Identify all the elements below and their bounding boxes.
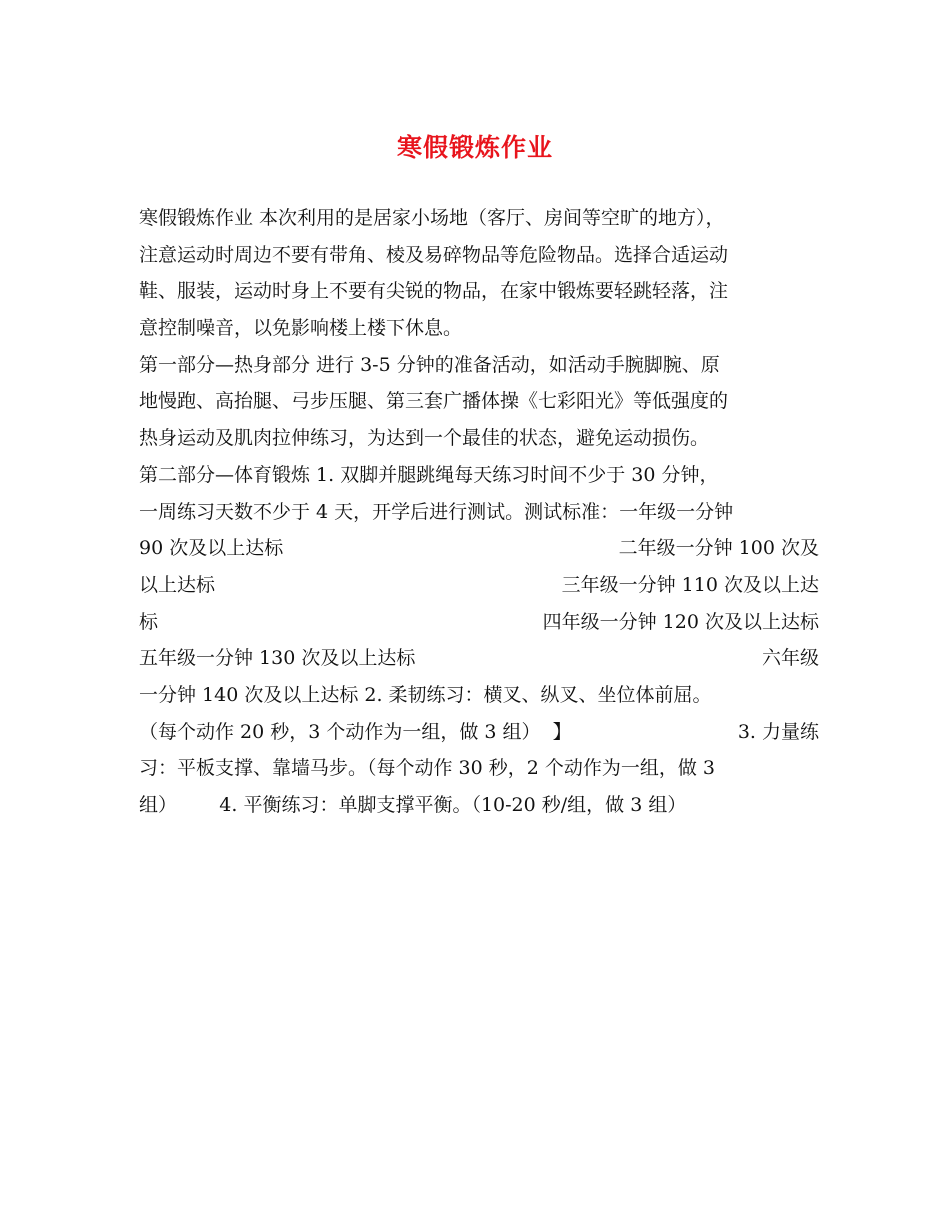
- text-line: [139, 714, 819, 751]
- text-segment: 意控制噪音，以免影响楼上楼下休息。: [139, 317, 463, 340]
- text-segment: （每个动作 20 秒，3 个动作为一组，做 3 组） 】: [139, 720, 572, 743]
- text-segment: 六年级: [761, 647, 819, 670]
- text-line: [139, 273, 819, 310]
- text-segment: 90 次及以上达标: [139, 537, 284, 560]
- text-segment: 一周练习天数不少于 4 天，开学后进行测试。测试标准：一年级一分钟: [139, 500, 734, 523]
- text-segment: 一分钟 140 次及以上达标 2. 柔韧练习：横叉、纵叉、坐位体前屈。: [139, 683, 712, 706]
- document-title: 寒假锻炼作业: [396, 133, 553, 162]
- text-line: [139, 604, 819, 641]
- text-line: [139, 494, 819, 531]
- text-segment: 以上达标: [139, 573, 216, 596]
- text-segment: 组） 4. 平衡练习：单脚支撑平衡。（10-20 秒/组，做 3 组）: [139, 794, 687, 816]
- text-line: [139, 383, 819, 420]
- text-segment: 注意运动时周边不要有带角、棱及易碎物品等危险物品。选择合适运动: [139, 243, 729, 266]
- text-line: [139, 420, 819, 457]
- text-segment: 第一部分—热身部分 进行 3-5 分钟的准备活动，如活动手腕脚腕、原: [139, 353, 720, 376]
- text-segment: 3. 力量练: [737, 720, 819, 743]
- text-segment: 寒假锻炼作业 本次利用的是居家小场地（客厅、房间等空旷的地方），: [139, 207, 725, 229]
- text-segment: 第二部分—体育锻炼 1. 双脚并腿跳绳每天练习时间不少于 30 分钟，: [139, 463, 719, 486]
- text-segment: 热身运动及肌肉拉伸练习，为达到一个最佳的状态，避免运动损伤。: [139, 427, 710, 450]
- text-segment: 鞋、服装，运动时身上不要有尖锐的物品，在家中锻炼要轻跳轻落，注: [139, 280, 729, 303]
- text-line: [139, 200, 819, 237]
- text-line: [139, 457, 819, 494]
- text-segment: 四年级一分钟 120 次及以上达标: [542, 610, 819, 633]
- text-line: [139, 677, 819, 714]
- text-line: [139, 787, 819, 824]
- text-segment: 三年级一分钟 110 次及以上达: [561, 573, 819, 596]
- text-segment: 习：平板支撑、靠墙马步。（每个动作 30 秒，2 个动作为一组，做 3: [139, 757, 716, 780]
- text-line: [139, 530, 819, 567]
- text-segment: 二年级一分钟 100 次及: [618, 537, 819, 560]
- text-line: [139, 750, 819, 787]
- text-line: [139, 237, 819, 274]
- text-line: [139, 640, 819, 677]
- text-segment: 地慢跑、高抬腿、弓步压腿、第三套广播体操《七彩阳光》等低强度的: [139, 390, 729, 413]
- text-line: [139, 567, 819, 604]
- text-segment: 五年级一分钟 130 次及以上达标: [139, 647, 416, 670]
- text-line: [139, 347, 819, 384]
- document-body: [139, 200, 819, 824]
- text-line: [139, 310, 819, 347]
- text-segment: 标: [139, 610, 159, 633]
